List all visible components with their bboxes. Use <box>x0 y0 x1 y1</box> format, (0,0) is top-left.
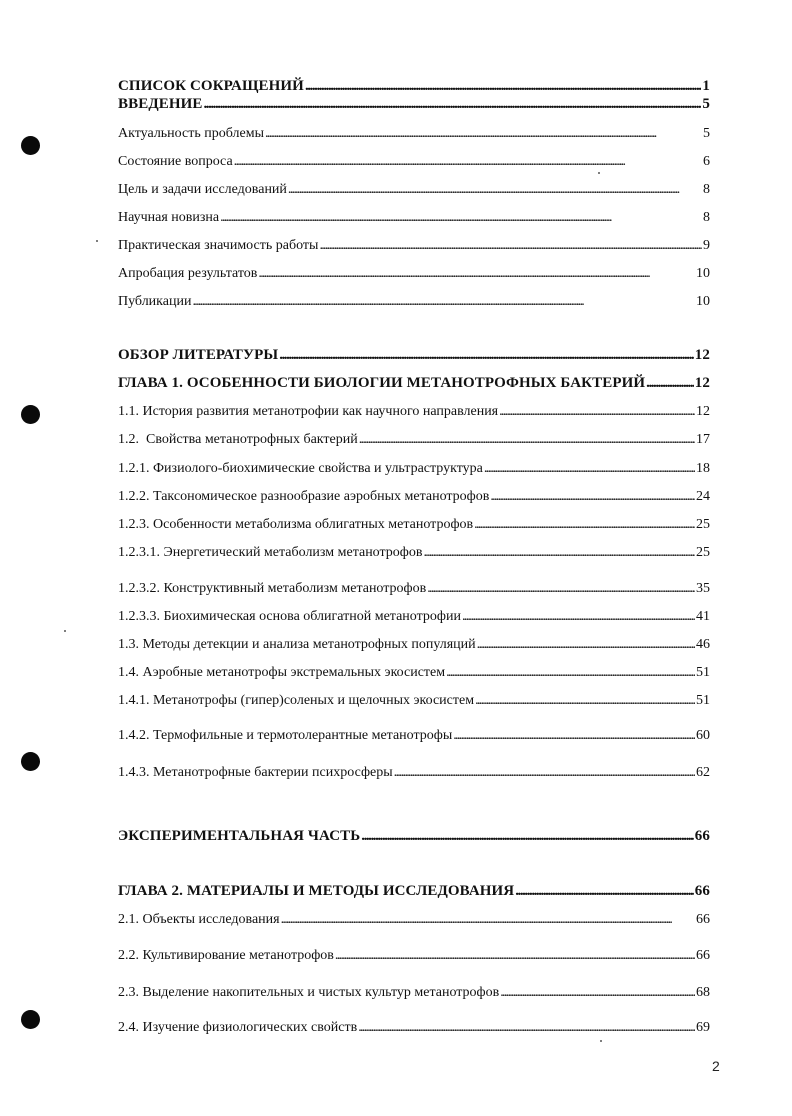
toc-entry <box>118 984 710 1001</box>
toc-leader <box>359 431 695 448</box>
scan-speck <box>600 1040 602 1042</box>
toc-entry-page: 12 <box>694 375 710 391</box>
toc-leader <box>394 764 695 781</box>
toc-entry <box>118 96 710 113</box>
toc-entry-page: 66 <box>696 948 710 963</box>
toc-entry <box>118 209 710 226</box>
toc-entry <box>118 544 710 561</box>
toc-leader <box>361 828 694 845</box>
scan-speck <box>96 240 98 242</box>
toc-entry-label: Практическая значимость работы <box>118 238 319 253</box>
punch-hole <box>21 136 40 155</box>
toc-entry-page: 12 <box>696 404 710 419</box>
toc-entry-label: 2.4. Изучение физиологических свойств <box>118 1020 358 1035</box>
toc-entry <box>118 883 710 900</box>
toc-entry-label: Цель и задачи исследований <box>118 182 287 197</box>
toc-entry <box>118 347 710 364</box>
toc-entry <box>118 488 710 505</box>
toc-entry-page: 60 <box>696 728 710 743</box>
toc-leader <box>335 947 695 964</box>
toc-entry <box>118 125 710 142</box>
toc-entry-page: 68 <box>696 985 710 1000</box>
toc-leader <box>477 636 695 653</box>
toc-leader <box>423 544 695 561</box>
toc-entry-label: ЭКСПЕРИМЕНТАЛЬНАЯ ЧАСТЬ <box>118 828 361 844</box>
toc-leader <box>484 460 695 477</box>
toc-entry-page: 66 <box>694 883 710 899</box>
toc-entry-label: 1.4.1. Метанотрофы (гипер)соленых и щелочных экосистем <box>118 693 475 708</box>
toc-entry-page: 51 <box>696 693 710 708</box>
toc-leader <box>234 153 702 170</box>
toc-entry <box>118 608 710 625</box>
toc-entry-label: 1.4.3. Метанотрофные бактерии психросферы <box>118 765 393 780</box>
toc-entry <box>118 1019 710 1036</box>
toc-entry-page: 8 <box>703 210 710 225</box>
toc-entry-label: 2.1. Объекты исследования <box>118 912 280 927</box>
toc-leader <box>499 403 695 420</box>
toc-leader <box>258 265 695 282</box>
toc-leader <box>427 580 695 597</box>
toc-entry-label: ГЛАВА 1. ОСОБЕННОСТИ БИОЛОГИИ МЕТАНОТРОФНЫХ БАКТЕРИЙ <box>118 375 646 391</box>
punch-hole <box>21 752 40 771</box>
toc-entry-page: 5 <box>702 96 710 112</box>
toc-entry <box>118 764 710 781</box>
toc-leader <box>646 375 694 392</box>
toc-leader <box>515 883 694 900</box>
toc-entry-page: 24 <box>696 489 710 504</box>
page-number: 2 <box>712 1058 720 1074</box>
toc-leader <box>305 78 701 95</box>
toc-entry-label: Актуальность проблемы <box>118 126 264 141</box>
toc-entry-page: 17 <box>696 432 710 447</box>
toc-entry <box>118 516 710 533</box>
toc-entry <box>118 375 710 392</box>
toc-entry-page: 8 <box>703 182 710 197</box>
toc-entry-page: 10 <box>696 266 710 281</box>
toc-leader <box>453 727 695 744</box>
toc-entry-label: Публикации <box>118 294 192 309</box>
toc-entry-page: 25 <box>696 517 710 532</box>
toc-entry-page: 12 <box>694 347 710 363</box>
toc-entry <box>118 911 710 928</box>
toc-entry <box>118 78 710 95</box>
toc-leader <box>500 984 695 1001</box>
toc-entry-label: 1.2.2. Таксономическое разнообразие аэробных метанотрофов <box>118 489 490 504</box>
toc-entry <box>118 293 710 310</box>
scan-speck <box>598 172 600 174</box>
scan-speck <box>64 630 66 632</box>
toc-entry-label: 1.2.3.2. Конструктивный метаболизм метанотрофов <box>118 581 427 596</box>
toc-leader <box>490 488 695 505</box>
toc-entry-label: 1.2.3. Особенности метаболизма облигатных метанотрофов <box>118 517 474 532</box>
toc-entry-label: 2.2. Культивирование метанотрофов <box>118 948 334 963</box>
toc-entry-label: 2.3. Выделение накопительных и чистых культур метанотрофов <box>118 985 500 1000</box>
toc-entry <box>118 727 710 744</box>
toc-entry-page: 10 <box>696 294 710 309</box>
toc-leader <box>474 516 695 533</box>
toc-entry-label: 1.2. Свойства метанотрофных бактерий <box>118 432 358 447</box>
punch-hole <box>21 405 40 424</box>
toc-entry <box>118 460 710 477</box>
toc-entry-label: ОБЗОР ЛИТЕРАТУРЫ <box>118 347 279 363</box>
toc-entry-page: 41 <box>696 609 710 624</box>
toc-leader <box>358 1019 695 1036</box>
toc-leader <box>475 692 695 709</box>
toc-entry-page: 6 <box>703 154 710 169</box>
toc-entry-page: 51 <box>696 665 710 680</box>
toc-entry <box>118 153 710 170</box>
toc-entry-page: 66 <box>694 828 710 844</box>
toc-entry <box>118 237 710 254</box>
toc-entry <box>118 181 710 198</box>
toc-entry <box>118 947 710 964</box>
toc-leader <box>265 125 702 142</box>
toc-entry-label: ВВЕДЕНИЕ <box>118 96 203 112</box>
toc-leader <box>281 911 695 928</box>
toc-entry-label: Состояние вопроса <box>118 154 233 169</box>
toc-entry-page: 66 <box>696 912 710 927</box>
toc-leader <box>279 347 694 364</box>
punch-hole <box>21 1010 40 1029</box>
toc-entry-page: 35 <box>696 581 710 596</box>
toc-leader <box>192 293 695 310</box>
toc-entry-label: СПИСОК СОКРАЩЕНИЙ <box>118 78 304 94</box>
toc-entry <box>118 692 710 709</box>
toc-leader <box>288 181 702 198</box>
toc-entry-page: 46 <box>696 637 710 652</box>
toc-entry <box>118 636 710 653</box>
toc-entry-label: 1.1. История развития метанотрофии как научного направления <box>118 404 499 419</box>
toc-entry-page: 18 <box>696 461 710 476</box>
toc-entry-label: Научная новизна <box>118 210 220 225</box>
toc-entry-page: 25 <box>696 545 710 560</box>
toc-entry-page: 1 <box>702 78 710 94</box>
toc-leader <box>203 96 701 113</box>
toc-entry-label: ГЛАВА 2. МАТЕРИАЛЫ И МЕТОДЫ ИССЛЕДОВАНИЯ <box>118 883 515 899</box>
toc-entry <box>118 580 710 597</box>
toc-entry <box>118 664 710 681</box>
toc-leader <box>446 664 695 681</box>
toc-entry-page: 69 <box>696 1020 710 1035</box>
toc-entry-label: 1.3. Методы детекции и анализа метанотрофных популяций <box>118 637 476 652</box>
toc-entry-label: 1.2.3.1. Энергетический метаболизм метанотрофов <box>118 545 423 560</box>
toc-entry-label: 1.4. Аэробные метанотрофы экстремальных экосистем <box>118 665 446 680</box>
toc-leader <box>462 608 695 625</box>
toc-entry <box>118 431 710 448</box>
toc-leader <box>319 237 702 254</box>
toc-entry <box>118 265 710 282</box>
toc-entry-page: 62 <box>696 765 710 780</box>
toc-entry-label: 1.2.1. Физиолого-биохимические свойства и ультраструктура <box>118 461 483 476</box>
toc-entry-label: Апробация результатов <box>118 266 258 281</box>
toc-entry-label: 1.2.3.3. Биохимическая основа облигатной метанотрофии <box>118 609 461 624</box>
toc-entry-page: 5 <box>703 126 710 141</box>
toc-entry-label: 1.4.2. Термофильные и термотолерантные метанотрофы <box>118 728 453 743</box>
toc-entry <box>118 828 710 845</box>
toc-entry-page: 9 <box>703 238 710 253</box>
toc-entry <box>118 403 710 420</box>
toc-leader <box>220 209 702 226</box>
